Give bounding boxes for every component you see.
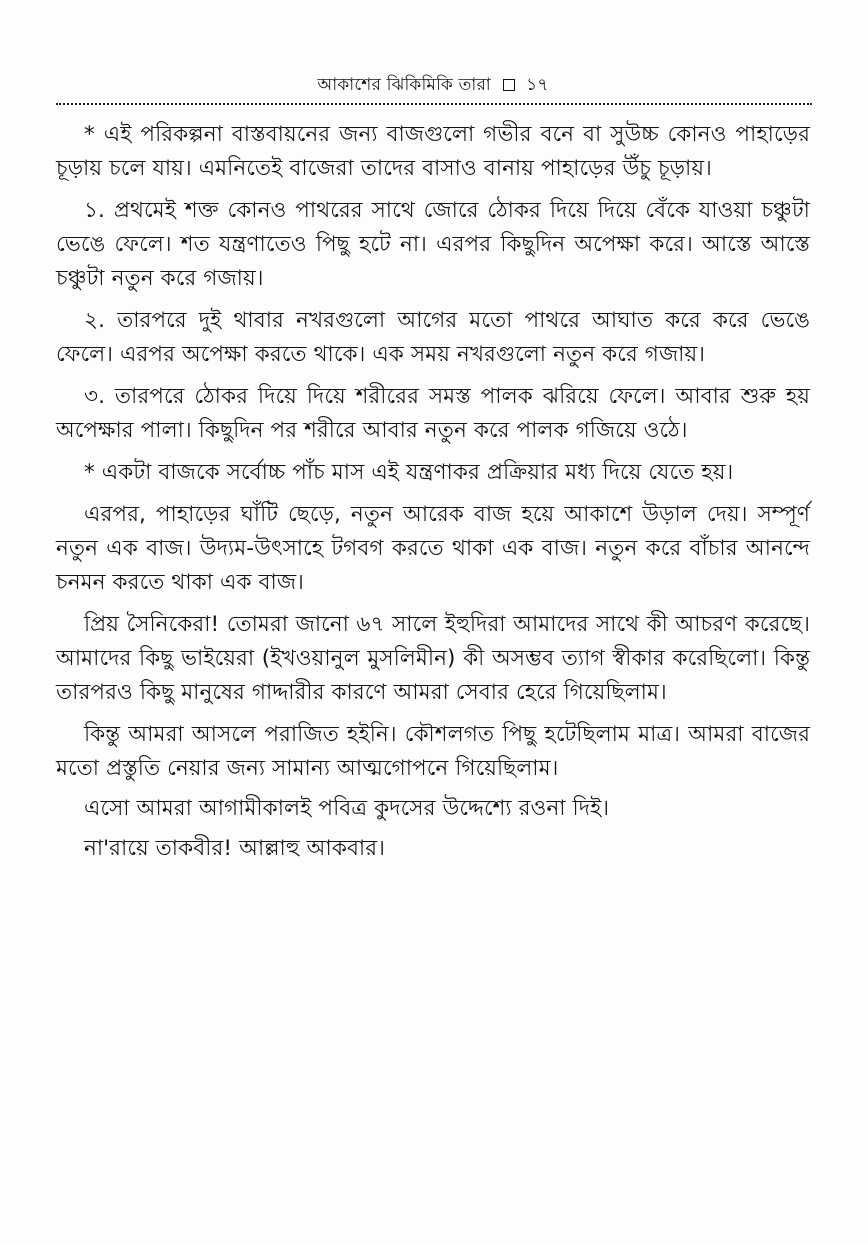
paragraph-8: কিন্তু আমরা আসলে পরাজিত হইনি। কৌশলগত পিছু হটেছিলাম মাত্র। আমরা বাজের মতো প্রস্তুতি নেয়ার জন্য সামান্য আত্মগোপনে গিয়েছিলাম।: [56, 722, 810, 781]
page-body: [56, 118, 810, 872]
paragraph-7: প্রিয় সৈনিকেরা! তোমরা জানো ৬৭ সালে ইহুদিরা আমাদের সাথে কী আচরণ করেছে। আমাদের কিছু ভাইয়েরা (ইখওয়ানুল মুসলিমীন) কী অসম্ভব ত্যাগ স্বীকার করেছিলো। কিন্তু তারপরও কিছু মানুষের গাদ্দারীর কারণে আমরা সেবার হেরে গিয়েছিলাম।: [56, 612, 810, 705]
paragraph-6: এরপর, পাহাড়ের ঘাঁটি ছেড়ে, নতুন আরেক বাজ হয়ে আকাশে উড়াল দেয়। সম্পূর্ণ নতুন এক বাজ। উদ্যম-উৎসাহে টগবগ করতে থাকা এক বাজ। নতুন করে বাঁচার আনন্দে চনমন করতে থাকা এক বাজ।: [56, 502, 810, 595]
running-header: [56, 72, 810, 102]
paragraph-3: ২. তারপরে দুই থাবার নখরগুলো আগের মতো পাথরে আঘাত করে করে ভেঙে ফেলে। এরপর অপেক্ষা করতে থাকে। এক সময় নখরগুলো নতুন করে গজায়।: [56, 308, 810, 367]
paragraph-4: ৩. তারপরে ঠোকর দিয়ে দিয়ে শরীরের সমস্ত পালক ঝরিয়ে ফেলে। আবার শুরু হয় অপেক্ষার পালা। কিছুদিন পর শরীরে আবার নতুন করে পালক গজিয়ে ওঠে।: [56, 384, 810, 443]
page-number: ১৭: [526, 75, 549, 95]
header-box-icon: [503, 79, 515, 91]
paragraph-5: * একটা বাজকে সর্বোচ্চ পাঁচ মাস এই যন্ত্রণাকর প্রক্রিয়ার মধ্য দিয়ে যেতে হয়।: [84, 460, 734, 485]
header-title: আকাশের ঝিকিমিকি তারা: [317, 75, 491, 95]
paragraph-1: * এই পরিকল্পনা বাস্তবায়নের জন্য বাজগুলো গভীর বনে বা সুউচ্চ কোনও পাহাড়ের চূড়ায় চলে যায়। এমনিতেই বাজেরা তাদের বাসাও বানায় পাহাড়ের উঁচু চূড়ায়।: [56, 122, 810, 181]
paragraph-9: এসো আমরা আগামীকালই পবিত্র কুদসের উদ্দেশ্যে রওনা দিই।: [84, 796, 610, 821]
paragraph-10: না'রায়ে তাকবীর! আল্লাহু আকবার।: [84, 836, 385, 861]
paragraph-2: ১. প্রথমেই শক্ত কোনও পাথরের সাথে জোরে ঠোকর দিয়ে দিয়ে বেঁকে যাওয়া চঞ্চুটা ভেঙে ফেলে। শত যন্ত্রণাতেও পিছু হটে না। এরপর কিছুদিন অপেক্ষা করে। আস্তে আস্তে চঞ্চুটা নতুন করে গজায়।: [56, 198, 810, 291]
dotted-header-rule: [56, 103, 812, 105]
